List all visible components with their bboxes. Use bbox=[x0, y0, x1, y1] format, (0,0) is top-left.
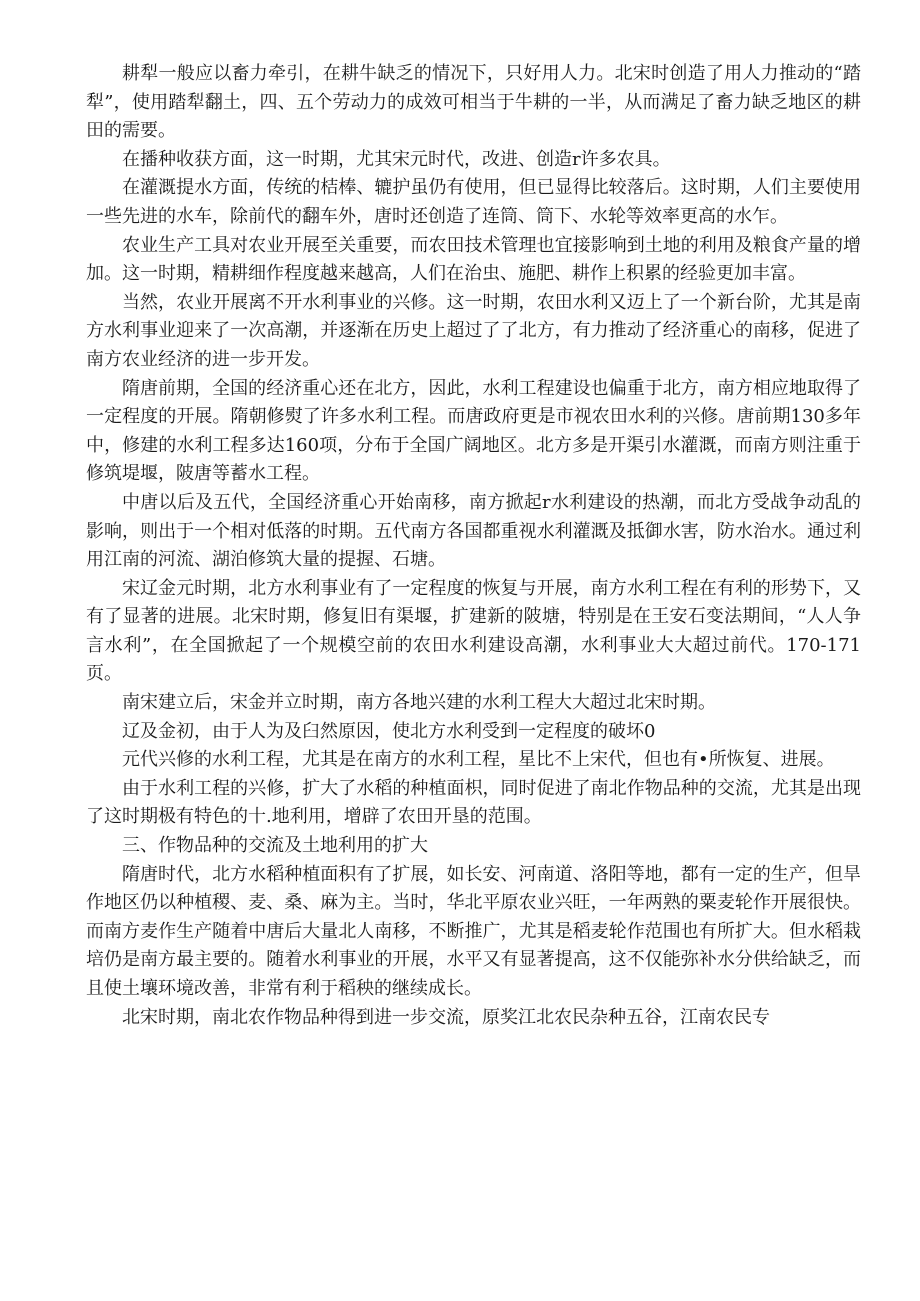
paragraph-farm-management: 农业生产工具对农业开展至关重要，而农田技术管理也宜接影响到土地的利用及粮食产量的增加。这一时期，精耕细作程度越来越高，人们在治虫、施肥、耕作上积累的经验更加丰富。 bbox=[86, 234, 861, 285]
paragraph-northern-song-crops: 北宋时期，南北农作物品种得到进一步交流，原奖江北农民杂种五谷，江南农民专 bbox=[122, 1006, 770, 1028]
paragraph-song-liao-jin-yuan: 宋辽金元时期，北方水利事业有了一定程度的恢复与开展，南方水利工程在有利的形势下，又有了显著的进展。北宋时期，修复旧有渠堰，扩建新的陂塘，特别是在王安石变法期间，“人人争言水利”，在全国掀起了一个规模空前的农田水利建设高潮，水利事业大大超过前代。170-171页。 bbox=[86, 577, 861, 685]
paragraph-liao-jin: 辽及金初，由于人为及臼然原因，使北方水利受到一定程度的破坏0 bbox=[122, 720, 656, 742]
paragraph-sowing-harvest: 在播种收获方面，这一时期，尤其宋元时代，改进、创造r许多农具。 bbox=[122, 148, 671, 170]
paragraph-sui-tang-early: 隋唐前期，全国的经济重心还在北方，因此，水利工程建设也偏重于北方，南方相应地取得了一定程度的开展。隋朝修熨了许多水利工程。而唐政府更是市视农田水利的兴修。唐前期130多年中，修建的水利工程多达160项，分布于全国广阔地区。北方多是开渠引水灌溉，而南方则注重于修筑堤堰，陂唐等蓄水工程。 bbox=[86, 377, 861, 485]
paragraph-water-conservancy: 当然，农业开展离不开水利事业的兴修。这一时期，农田水利又迈上了一个新台阶，尤其是南方水利事业迎来了一次高潮，并逐渐在历史上超过了了北方，有力推动了经济重心的南移，促进了南方农业经济的进一步开发。 bbox=[86, 291, 861, 370]
paragraph-southern-song: 南宋建立后，宋金并立时期，南方各地兴建的水利工程大大超过北宋时期。 bbox=[122, 692, 716, 714]
paragraph-irrigation-tools: 在灌溉提水方面，传统的桔棒、辘护虽仍有使用，但已显得比较落后。这时期，人们主要使用一些先进的水车，除前代的翻车外，唐时还创造了连筒、筒下、水轮等效率更高的水乍。 bbox=[86, 177, 861, 227]
paragraph-sui-tang-crops: 隋唐时代，北方水稻种植面积有了扩展，如长安、河南道、洛阳等地，都有一定的生产，但旱作地区仍以种植稷、麦、桑、麻为主。当时，华北平原农业兴旺，一年两熟的粟麦轮作开展很快。而南方麦作生产随着中唐后大量北人南移，不断推广，尤其是稻麦轮作范围也有所扩大。但水稻栽培仍是南方最主要的。随着水利事业的开展，水平又有显著提高，这不仅能弥补水分供给缺乏，而且使土壤环境改善，非常有利于稻秧的继续成长。 bbox=[86, 863, 861, 999]
paragraph-mid-tang-five-dynasties: 中唐以后及五代，全国经济重心开始南移，南方掀起r水利建设的热潮，而北方受战争动乱的影响，则出于一个相对低落的时期。五代南方各国都重视水利灌溉及抵御水害，防水治水。通过利用江南的河流、湖泊修筑大量的提握、石塘。 bbox=[86, 491, 861, 571]
section-heading: 三、作物品种的交流及土地利用的扩大 bbox=[122, 835, 428, 857]
paragraph-crop-exchange-intro: 由于水利工程的兴修，扩大了水稻的种植面枳，同时促进了南北作物品种的交流，尤其是出现了这时期极有特色的十.地利用，增辟了农田开垦的范围。 bbox=[86, 777, 861, 828]
paragraph-yuan: 元代兴修的水利工程，尤其是在南方的水利工程，星比不上宋代，但也有•所恢复、进展。 bbox=[122, 749, 835, 771]
paragraph-plough: 耕犁一般应以畜力牵引，在耕牛缺乏的情况下，只好用人力。北宋时创造了用人力推动的“踏犁”，使用踏犁翻土，四、五个劳动力的成效可相当于牛耕的一半，从而满足了畜力缺乏地区的耕田的需要。 bbox=[86, 63, 861, 142]
document-page bbox=[86, 60, 861, 1032]
